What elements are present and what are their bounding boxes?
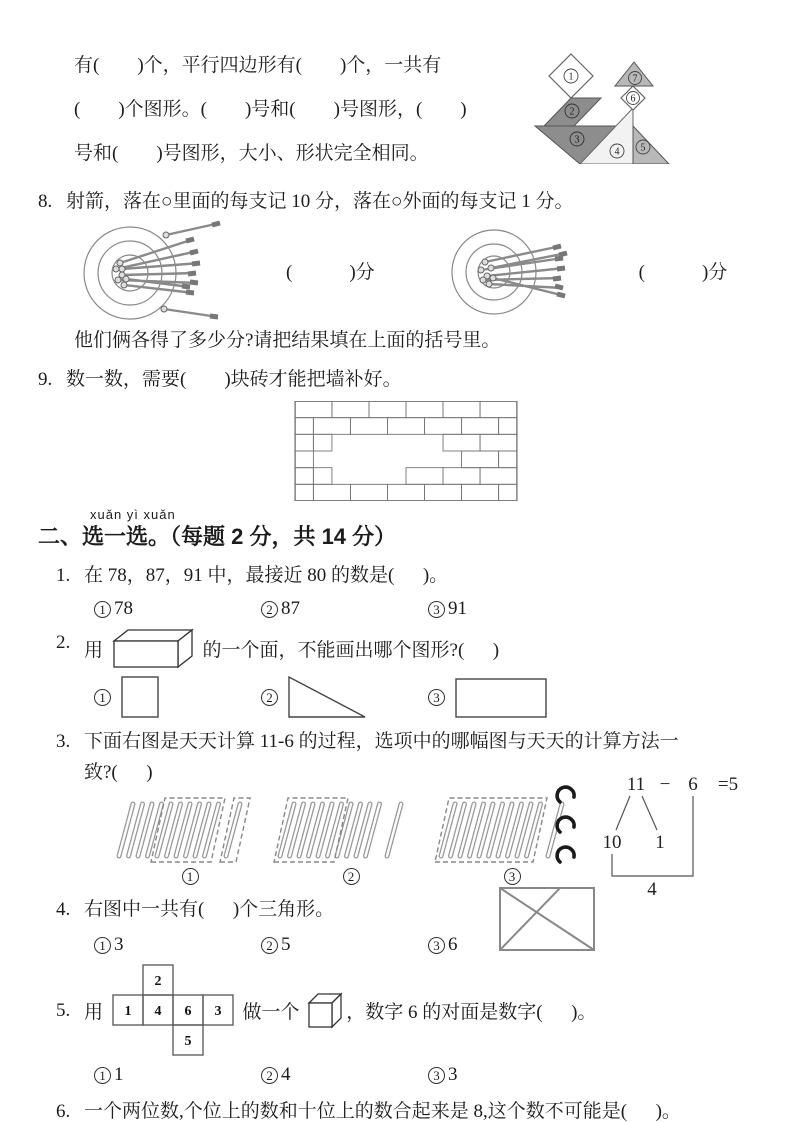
option-marker: 1 <box>94 937 111 954</box>
section-2-title: 二、选一选。（每题 2 分，共 14 分） <box>38 524 397 549</box>
question-3 <box>56 726 759 898</box>
q4-option-2-label: 5 <box>281 934 291 955</box>
q2-option-3 <box>428 675 595 719</box>
net-cell-6: 6 <box>184 1004 192 1019</box>
svg-text:7: 7 <box>632 73 638 85</box>
question-8 <box>38 186 759 356</box>
q1-option-3-label: 91 <box>448 598 467 619</box>
q9-number: 9. <box>38 369 53 390</box>
q1-option-1 <box>94 598 261 620</box>
decomp-minus-sign: − <box>659 774 671 795</box>
decomp-subtrahend: 6 <box>688 774 698 795</box>
option-marker: 3 <box>428 601 445 618</box>
option-marker: 2 <box>261 689 278 706</box>
section-2-heading <box>38 507 759 552</box>
triangle-shape <box>287 675 367 719</box>
option-marker: 2 <box>343 868 360 885</box>
q8-score-blank-2: ( )分 <box>638 261 728 283</box>
q1-option-3 <box>428 598 595 620</box>
q5-option-3-label: 3 <box>448 1064 458 1085</box>
cube-net-figure <box>112 964 234 1056</box>
question-7-continuation <box>38 44 759 178</box>
decomp-equals-result: =5 <box>717 774 739 795</box>
option-marker: 1 <box>182 868 199 885</box>
archery-target-1-figure <box>78 219 230 321</box>
square-shape <box>120 675 160 719</box>
q4-option-2 <box>261 934 428 956</box>
option-marker: 2 <box>261 1067 278 1084</box>
rectangle-diagonals-figure <box>498 886 596 952</box>
sticks-option-1-figure <box>111 794 257 866</box>
decomp-minuend: 11 <box>626 774 646 795</box>
q5-text-mid: 做一个 <box>237 1001 305 1023</box>
q3-text-line-1: 下面右图是天天计算 11-6 的过程，选项中的哪幅图与天天的计算方法一 <box>84 731 679 752</box>
q4-option-1 <box>94 934 261 956</box>
q3-number: 3. <box>56 731 71 752</box>
q4-text: 右图中一共有( )个三角形。 <box>84 899 335 920</box>
q4-option-1-label: 3 <box>114 934 124 955</box>
q7-line-2: ( )个图形。( )号和( )号图形，( ) <box>74 99 467 120</box>
option-marker: 2 <box>261 601 278 618</box>
q8-number: 8. <box>38 191 53 212</box>
q4-option-3-label: 6 <box>448 934 458 955</box>
question-1 <box>56 560 759 620</box>
brick-wall-figure <box>286 401 526 501</box>
option-marker: 1 <box>94 1067 111 1084</box>
option-marker: 3 <box>428 937 445 954</box>
question-4 <box>56 894 759 956</box>
q7-line-1: 有( )个，平行四边形有( )个，一共有 <box>74 55 442 76</box>
q1-option-2 <box>261 598 428 620</box>
option-marker: 1 <box>94 689 111 706</box>
q5-option-3 <box>428 1064 595 1086</box>
q2-text-post: 的一个面，不能画出哪个图形?( ) <box>197 639 500 661</box>
q5-option-2-label: 4 <box>281 1064 291 1085</box>
q3-text-line-2: 致?( ) <box>84 762 153 783</box>
q2-option-2 <box>261 675 428 719</box>
net-cell-4: 4 <box>154 1004 162 1019</box>
option-marker: 3 <box>504 868 521 885</box>
tangram-figure <box>529 46 757 164</box>
question-2 <box>56 627 759 719</box>
q8-score-blank-1: ( )分 <box>286 261 375 283</box>
q6-text: 一个两位数,个位上的数和十位上的数合起来是 8,这个数不可能是( )。 <box>84 1101 681 1122</box>
q4-number: 4. <box>56 899 71 920</box>
q2-text-pre: 用 <box>84 639 108 661</box>
q9-text: 数一数，需要( )块砖才能把墙补好。 <box>66 369 402 390</box>
q6-number: 6. <box>56 1101 71 1122</box>
archery-target-2-figure <box>449 220 589 320</box>
question-6 <box>56 1096 759 1122</box>
section-2-pinyin: xuǎn yì xuǎn <box>90 507 176 522</box>
q1-option-1-label: 78 <box>114 598 133 619</box>
q2-number: 2. <box>56 632 71 653</box>
q8-text: 射箭，落在○里面的每支记 10 分，落在○外面的每支记 1 分。 <box>66 191 574 212</box>
rectangle-shape <box>454 675 548 719</box>
q1-text: 在 78，87，91 中，最接近 80 的数是( )。 <box>84 565 449 586</box>
q1-option-2-label: 87 <box>281 598 300 619</box>
svg-text:2: 2 <box>569 106 575 118</box>
q5-option-1-label: 1 <box>114 1064 124 1085</box>
svg-text:6: 6 <box>630 93 636 105</box>
option-marker: 2 <box>261 937 278 954</box>
svg-text:3: 3 <box>574 134 580 146</box>
q2-option-1 <box>94 675 261 719</box>
option-marker: 1 <box>94 601 111 618</box>
cube-figure <box>307 991 343 1029</box>
option-marker: 3 <box>428 1067 445 1084</box>
number-decomposition-figure <box>554 766 759 898</box>
net-cell-5: 5 <box>184 1034 192 1049</box>
decomp-part-one: 1 <box>655 832 665 853</box>
svg-text:5: 5 <box>640 142 646 154</box>
q5-option-2 <box>261 1064 428 1086</box>
question-9 <box>38 364 759 501</box>
net-cell-3: 3 <box>214 1004 222 1019</box>
cuboid-figure <box>112 627 194 669</box>
net-cell-2: 2 <box>154 974 162 989</box>
option-marker: 3 <box>428 689 445 706</box>
q5-text-pre: 用 <box>84 1001 108 1023</box>
q5-text-post: ，数字 6 的对面是数字( )。 <box>346 1001 597 1023</box>
question-5 <box>56 964 759 1086</box>
q1-number: 1. <box>56 565 71 586</box>
svg-text:1: 1 <box>568 71 574 83</box>
q5-number: 5. <box>56 999 71 1021</box>
q8-followup: 他们俩各得了多少分?请把结果填在上面的括号里。 <box>74 330 501 351</box>
svg-text:4: 4 <box>614 146 620 158</box>
net-cell-1: 1 <box>124 1004 132 1019</box>
q7-line-3: 号和( )号图形，大小、形状完全相同。 <box>74 143 429 164</box>
q5-option-1 <box>94 1064 261 1086</box>
decomp-part-ten: 10 <box>602 832 622 853</box>
decomp-difference: 4 <box>647 879 657 898</box>
sticks-option-2-figure <box>272 794 418 866</box>
